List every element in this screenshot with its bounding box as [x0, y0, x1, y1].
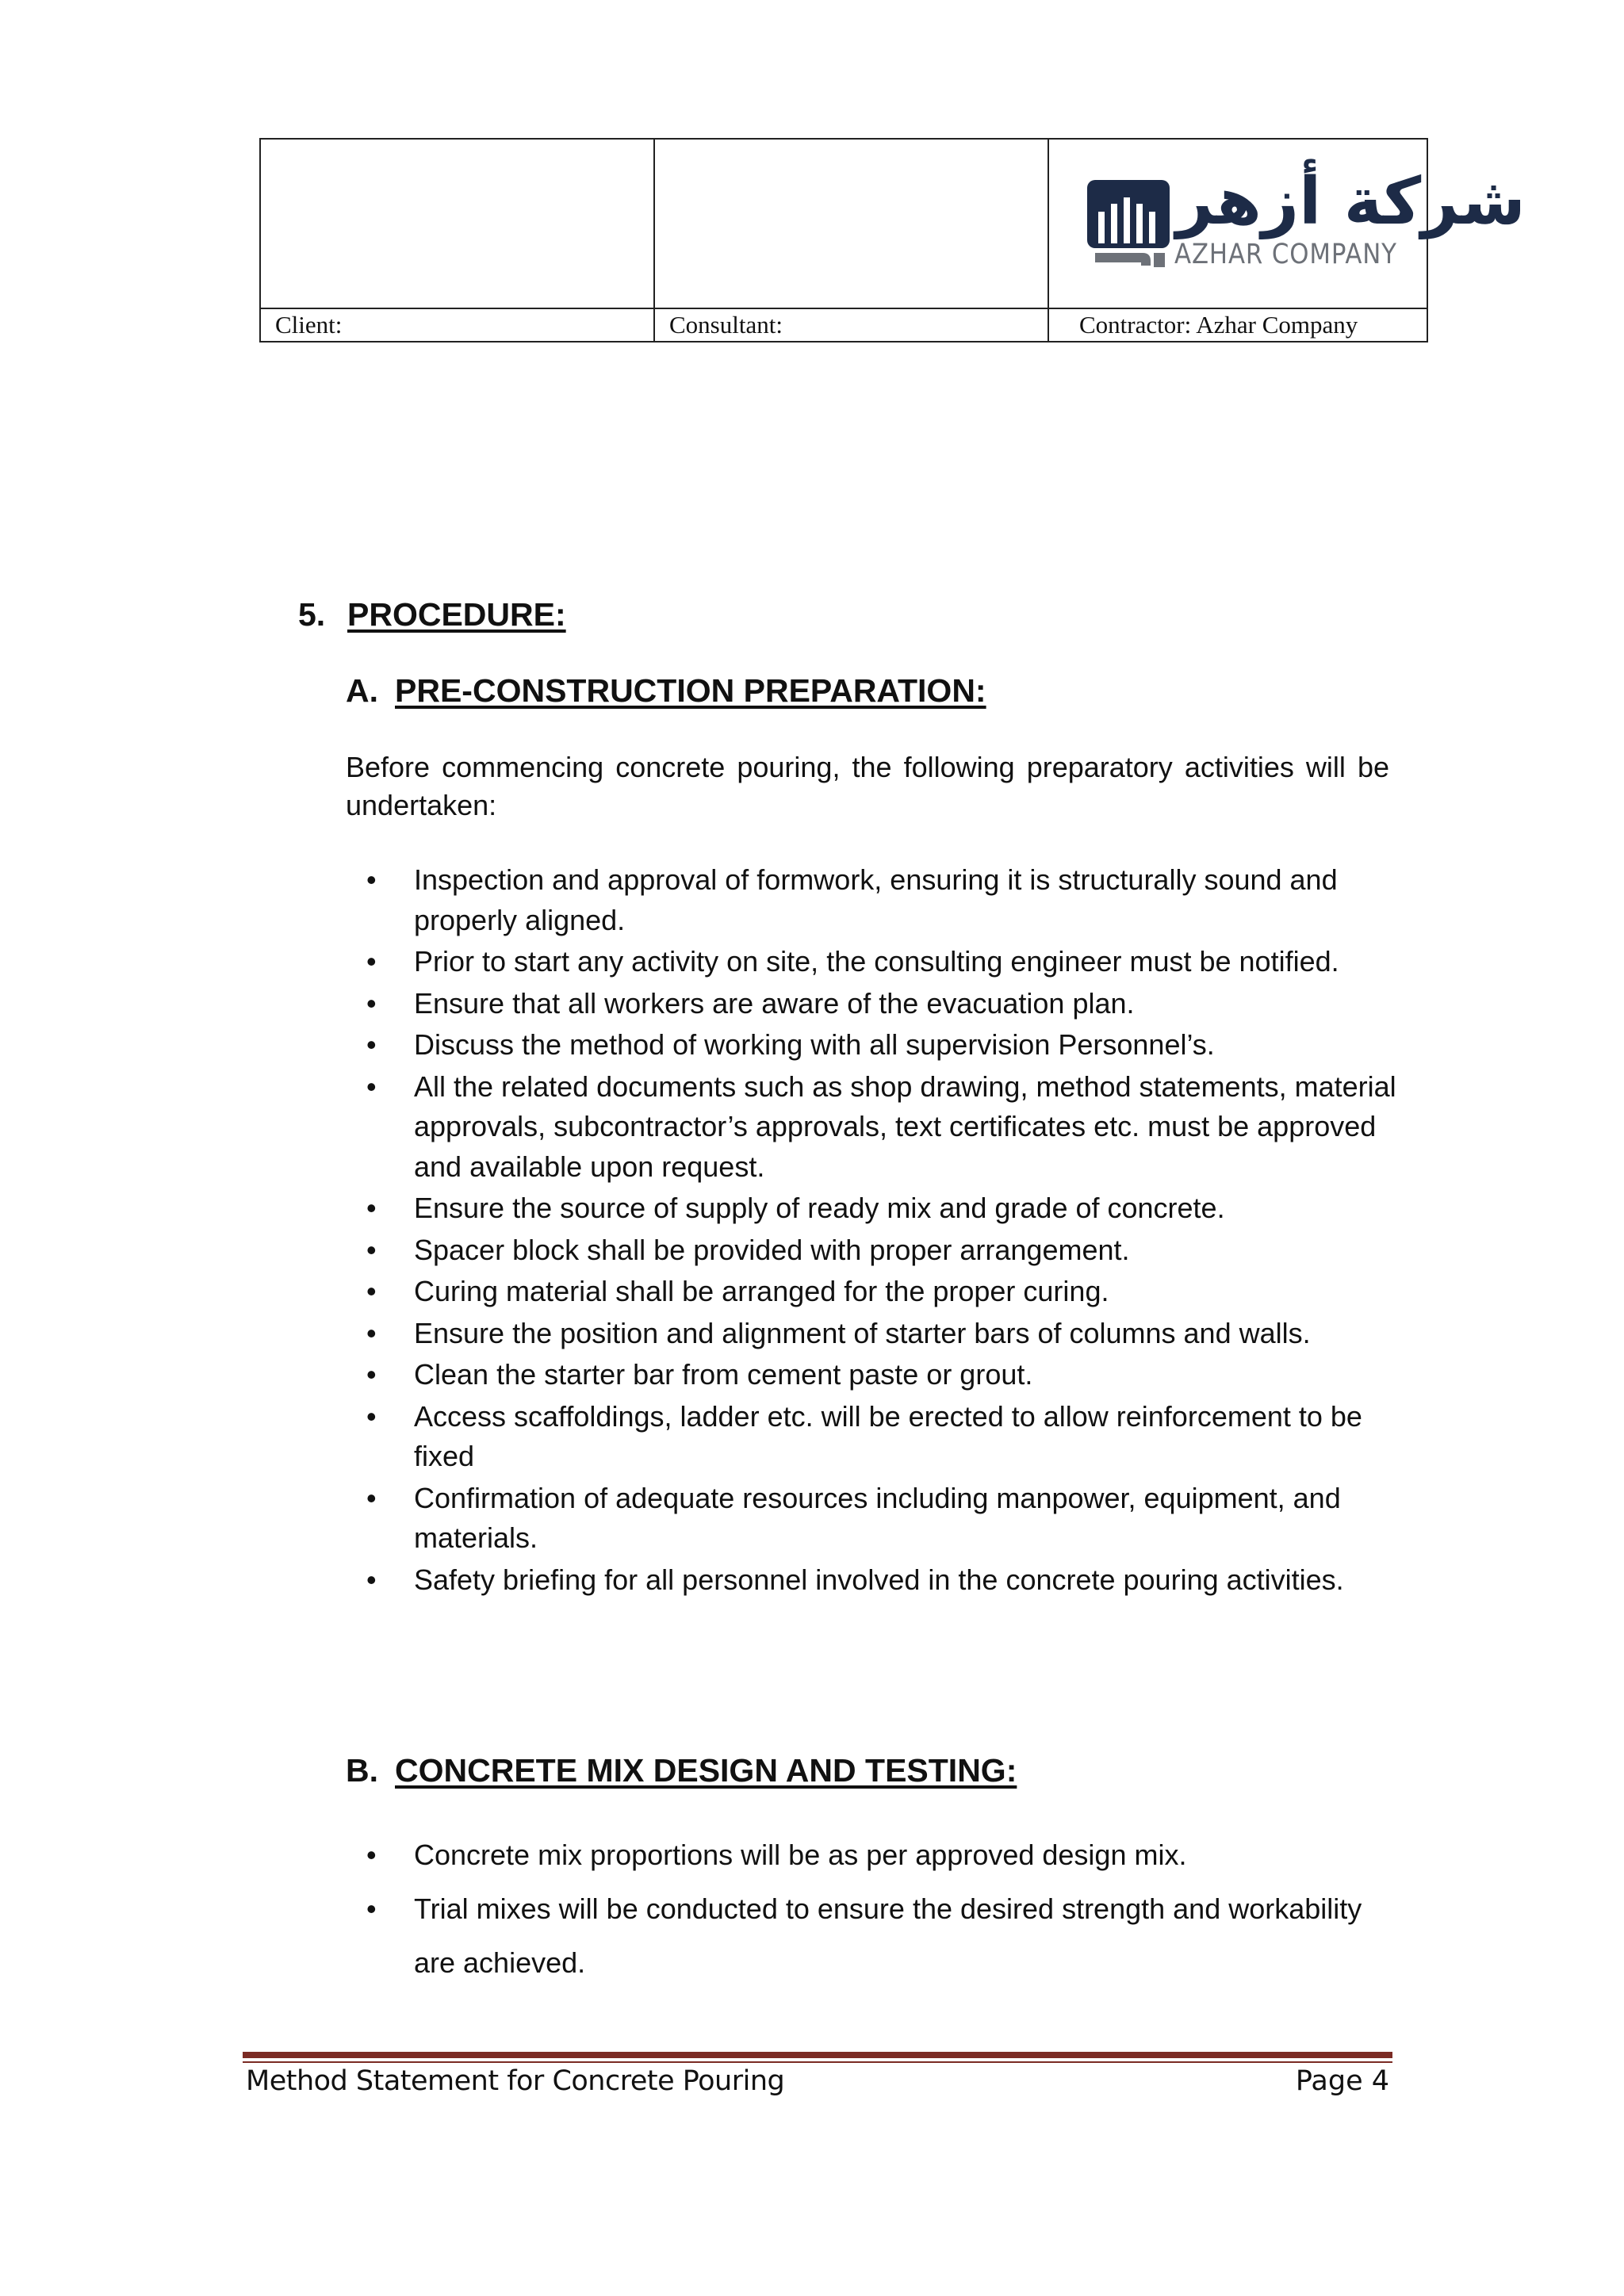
list-item: • Ensure that all workers are aware of the evacuation plan.	[346, 984, 1400, 1024]
subsection-a-heading	[346, 672, 986, 710]
list-item: • Access scaffoldings, ladder etc. will be erected to allow reinforcement to be fixed	[346, 1397, 1400, 1477]
logo-arabic-text: شركة أزهر	[1176, 164, 1526, 239]
client-label: Client:	[260, 308, 654, 342]
logo-latin-text: AZHAR COMPANY	[1174, 239, 1397, 270]
list-item: • Curing material shall be arranged for the proper curing.	[346, 1272, 1400, 1312]
list-item: • Ensure the position and alignment of starter bars of columns and walls.	[346, 1314, 1400, 1354]
azhar-logo	[1049, 140, 1526, 308]
subsection-b-list	[346, 1828, 1400, 1990]
contractor-label: Contractor: Azhar Company	[1048, 308, 1427, 342]
contractor-logo-cell	[1048, 139, 1526, 308]
subsection-b-heading	[346, 1752, 1017, 1789]
list-item: • Trial mixes will be conducted to ensure the desired strength and workability are achieved.	[346, 1882, 1400, 1990]
section-title: PROCEDURE:	[347, 596, 566, 633]
list-item: • All the related documents such as shop drawing, method statements, material approvals, subcontractor’s approvals, text certificates etc. must be approved and available upon request.	[346, 1067, 1400, 1188]
list-item: • Safety briefing for all personnel involved in the concrete pouring activities.	[346, 1560, 1400, 1601]
list-item: • Concrete mix proportions will be as per approved design mix.	[346, 1828, 1400, 1882]
consultant-logo-cell	[654, 139, 1048, 308]
list-item: • Ensure the source of supply of ready mix and grade of concrete.	[346, 1188, 1400, 1229]
subsection-a-intro: Before commencing concrete pouring, the following preparatory activities will be undertaken:	[346, 751, 1389, 821]
client-logo-cell	[260, 139, 654, 308]
section-heading	[298, 596, 566, 633]
section-number: 5.	[298, 596, 326, 633]
footer-doc-title: Method Statement for Concrete Pouring	[246, 2065, 785, 2097]
footer-rule	[243, 2052, 1392, 2058]
consultant-label: Consultant:	[654, 308, 1048, 342]
list-item: • Prior to start any activity on site, the consulting engineer must be notified.	[346, 942, 1400, 982]
header-table	[259, 138, 1526, 342]
list-item: • Discuss the method of working with all supervision Personnel’s.	[346, 1025, 1400, 1066]
list-item: • Spacer block shall be provided with proper arrangement.	[346, 1230, 1400, 1271]
footer-page-number: Page 4	[1295, 2065, 1389, 2097]
subsection-a-letter: A.	[346, 672, 378, 709]
azhar-logo-icon	[1087, 180, 1170, 270]
list-item: • Confirmation of adequate resources including manpower, equipment, and materials.	[346, 1479, 1400, 1559]
subsection-b-letter: B.	[346, 1752, 378, 1789]
list-item: • Inspection and approval of formwork, ensuring it is structurally sound and properly aligned.	[346, 860, 1400, 940]
subsection-a-title: PRE-CONSTRUCTION PREPARATION:	[395, 672, 986, 709]
subsection-a-list	[346, 860, 1400, 1601]
list-item: • Clean the starter bar from cement paste or grout.	[346, 1355, 1400, 1395]
footer-rule-thin	[243, 2061, 1392, 2063]
subsection-b-title: CONCRETE MIX DESIGN AND TESTING:	[395, 1752, 1017, 1789]
